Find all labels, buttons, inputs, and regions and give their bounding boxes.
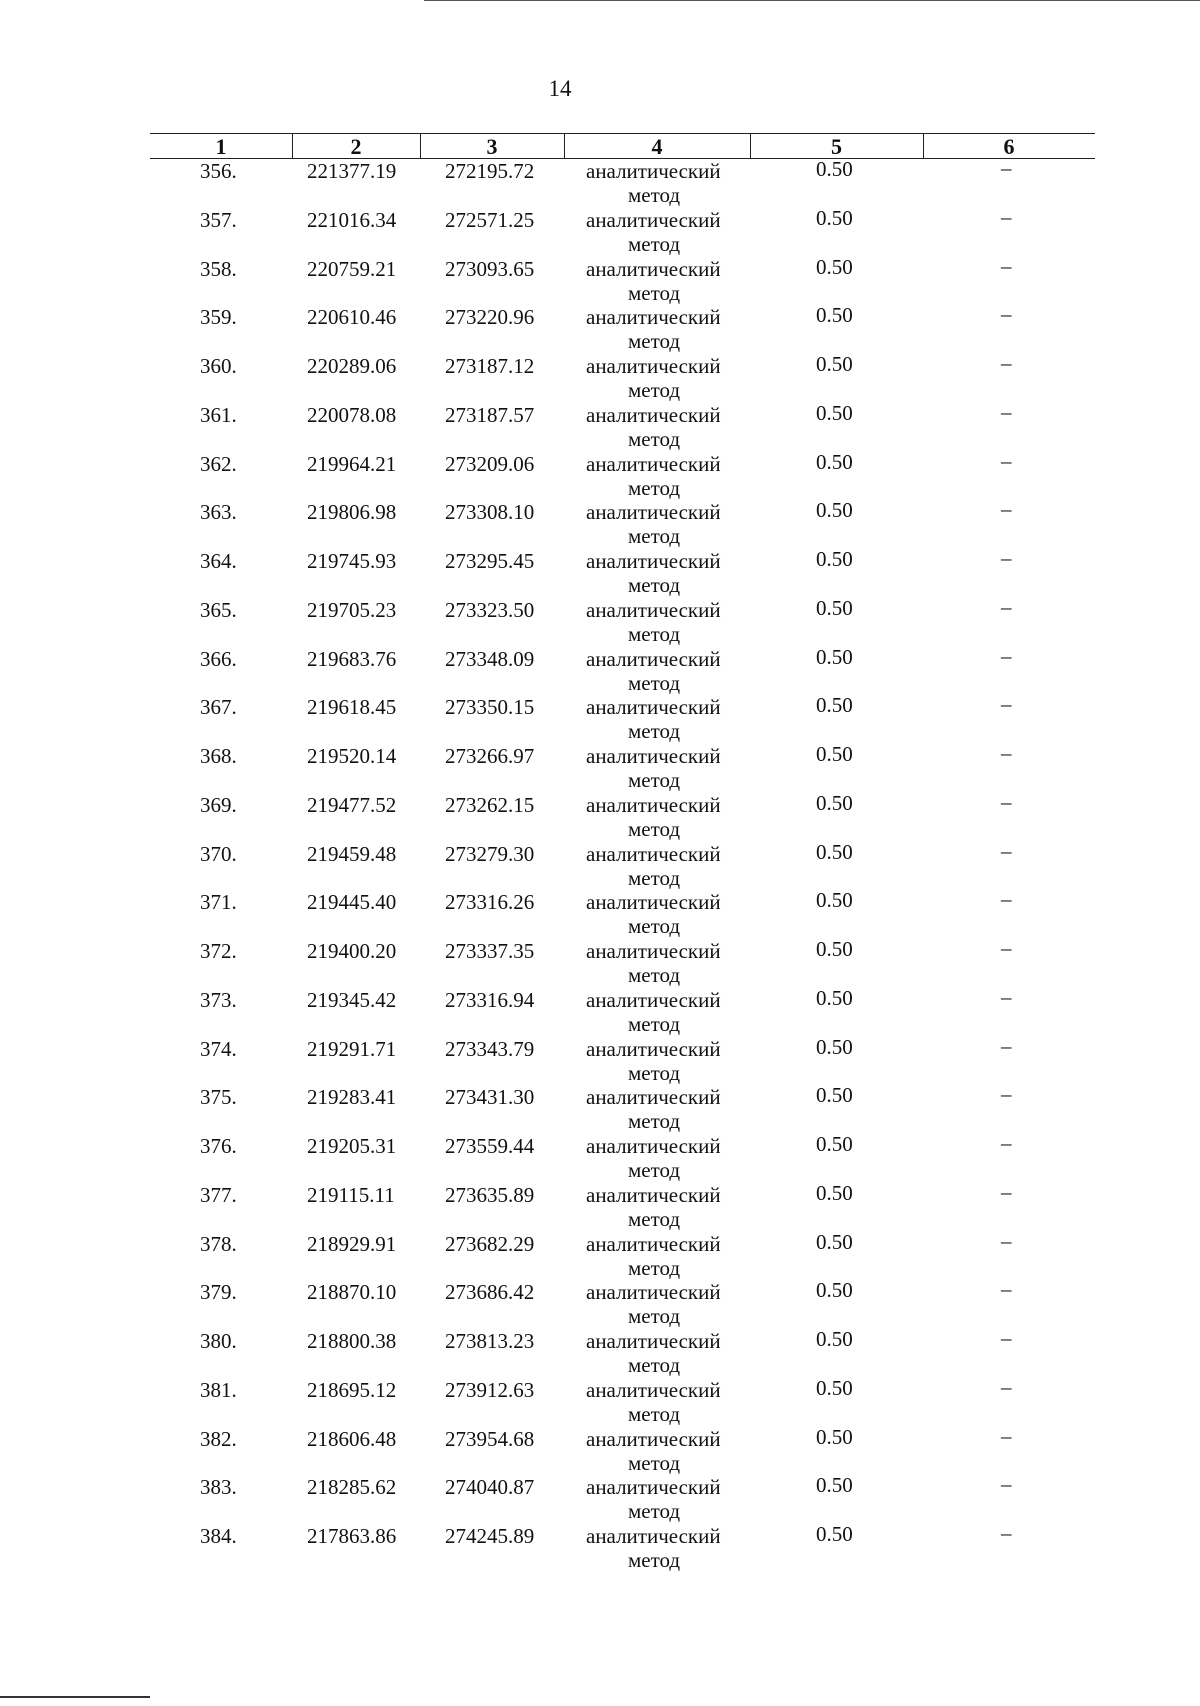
table-row xyxy=(0,302,1200,354)
header-col-3: 3 xyxy=(486,134,498,159)
coordinate-y: 273316.94 xyxy=(445,987,535,1012)
table-row xyxy=(0,497,1200,549)
method-line-1: аналитический xyxy=(586,1280,721,1305)
row-number: 362. xyxy=(200,451,237,476)
row-number: 378. xyxy=(200,1231,237,1256)
note-dash: – xyxy=(1001,1521,1012,1545)
method-line-2: метод xyxy=(628,1158,681,1182)
coordinate-y: 273093.65 xyxy=(445,256,535,281)
row-number: 359. xyxy=(200,305,237,330)
method-line-1: аналитический xyxy=(586,792,721,817)
row-number: 365. xyxy=(200,597,237,622)
method-line-2: метод xyxy=(628,1206,681,1231)
coordinate-y: 273348.09 xyxy=(445,646,535,671)
precision-value: 0.50 xyxy=(816,985,853,1010)
precision-value: 0.50 xyxy=(816,303,853,328)
note-dash: – xyxy=(1001,887,1012,912)
coordinate-y: 273262.15 xyxy=(445,792,535,817)
row-number: 356. xyxy=(200,159,237,183)
row-number: 366. xyxy=(200,646,237,671)
method-line-1: аналитический xyxy=(586,1426,721,1451)
row-number: 369. xyxy=(200,792,237,817)
coordinate-x: 219445.40 xyxy=(307,890,397,915)
precision-value: 0.50 xyxy=(816,790,853,815)
note-dash: – xyxy=(1001,546,1012,570)
coordinate-x: 218929.91 xyxy=(307,1231,397,1256)
method-line-1: аналитический xyxy=(586,597,721,622)
table-row xyxy=(0,399,1200,452)
method-line-2: метод xyxy=(628,1353,681,1377)
table-row xyxy=(0,1082,1200,1134)
method-line-1: аналитический xyxy=(586,987,721,1012)
method-line-1: аналитический xyxy=(586,939,721,963)
coordinate-y: 273266.97 xyxy=(445,744,535,768)
precision-value: 0.50 xyxy=(816,1473,853,1498)
coordinate-y: 273686.42 xyxy=(445,1280,535,1305)
coordinate-y: 273635.89 xyxy=(445,1182,535,1207)
precision-value: 0.50 xyxy=(816,1522,853,1546)
note-dash: – xyxy=(1001,302,1012,327)
method-line-2: метод xyxy=(628,378,681,402)
note-dash: – xyxy=(1001,351,1012,375)
note-dash: – xyxy=(1001,936,1012,960)
table-row xyxy=(0,1228,1200,1281)
precision-value: 0.50 xyxy=(816,1034,853,1059)
precision-value: 0.50 xyxy=(816,498,853,523)
note-dash: – xyxy=(1001,1374,1012,1399)
method-line-2: метод xyxy=(628,183,681,207)
note-dash: – xyxy=(1001,741,1012,765)
method-line-2: метод xyxy=(628,1450,681,1475)
note-dash: – xyxy=(1001,448,1012,473)
precision-value: 0.50 xyxy=(816,400,853,425)
precision-value: 0.50 xyxy=(816,352,853,376)
coordinate-x: 221377.19 xyxy=(307,159,397,183)
method-line-1: аналитический xyxy=(586,1524,721,1548)
table-row xyxy=(0,1374,1200,1427)
header-col-6: 6 xyxy=(1003,134,1015,159)
row-number: 381. xyxy=(200,1377,237,1402)
coordinate-x: 218870.10 xyxy=(307,1280,397,1305)
method-line-2: метод xyxy=(628,719,681,744)
table-row xyxy=(0,1326,1200,1378)
method-line-2: метод xyxy=(628,816,681,841)
table-row xyxy=(0,936,1200,988)
method-line-1: аналитический xyxy=(586,1182,721,1207)
method-line-2: метод xyxy=(628,621,681,646)
coordinate-x: 219618.45 xyxy=(307,695,397,720)
coordinate-x: 219477.52 xyxy=(307,792,397,817)
precision-value: 0.50 xyxy=(816,205,853,230)
precision-value: 0.50 xyxy=(816,1424,853,1449)
row-number: 380. xyxy=(200,1329,237,1353)
precision-value: 0.50 xyxy=(816,888,853,913)
coordinate-x: 218606.48 xyxy=(307,1426,397,1451)
coordinate-x: 219705.23 xyxy=(307,597,397,622)
coordinate-x: 221016.34 xyxy=(307,207,397,232)
table-row xyxy=(0,253,1200,306)
row-number: 382. xyxy=(200,1426,237,1451)
method-line-1: аналитический xyxy=(586,890,721,915)
note-dash: – xyxy=(1001,692,1012,717)
method-line-2: метод xyxy=(628,1011,681,1036)
coordinate-x: 218285.62 xyxy=(307,1475,397,1500)
row-number: 363. xyxy=(200,500,237,525)
table-row xyxy=(0,448,1200,501)
note-dash: – xyxy=(1001,1472,1012,1497)
table-row xyxy=(0,838,1200,891)
table-row xyxy=(0,546,1200,598)
note-dash: – xyxy=(1001,1131,1012,1155)
method-line-2: метод xyxy=(628,1401,681,1426)
row-number: 368. xyxy=(200,744,237,768)
row-number: 358. xyxy=(200,256,237,281)
row-number: 384. xyxy=(200,1524,237,1548)
table-row xyxy=(0,984,1200,1037)
note-dash: – xyxy=(1001,156,1012,180)
coordinate-x: 219683.76 xyxy=(307,646,397,671)
method-line-1: аналитический xyxy=(586,354,721,378)
coordinate-y: 273431.30 xyxy=(445,1085,535,1110)
coordinate-y: 273316.26 xyxy=(445,890,535,915)
method-line-2: метод xyxy=(628,329,681,354)
coordinate-y: 272195.72 xyxy=(445,159,535,183)
coordinate-y: 273912.63 xyxy=(445,1377,535,1402)
precision-value: 0.50 xyxy=(816,1083,853,1108)
row-number: 376. xyxy=(200,1134,237,1158)
table-row xyxy=(0,741,1200,793)
table-row xyxy=(0,594,1200,647)
coordinate-y: 273813.23 xyxy=(445,1329,535,1353)
row-number: 379. xyxy=(200,1280,237,1305)
coordinate-y: 274040.87 xyxy=(445,1475,535,1500)
coordinate-x: 219205.31 xyxy=(307,1134,397,1158)
table-row xyxy=(0,156,1200,208)
precision-value: 0.50 xyxy=(816,1327,853,1351)
method-line-1: аналитический xyxy=(586,1329,721,1353)
method-line-2: метод xyxy=(628,1499,681,1524)
header-col-1: 1 xyxy=(215,134,227,159)
note-dash: – xyxy=(1001,204,1012,229)
coordinate-x: 219291.71 xyxy=(307,1036,397,1061)
coordinate-x: 219459.48 xyxy=(307,841,397,866)
method-line-2: метод xyxy=(628,963,681,987)
note-dash: – xyxy=(1001,399,1012,424)
table-row xyxy=(0,1423,1200,1476)
method-line-1: аналитический xyxy=(586,695,721,720)
method-line-1: аналитический xyxy=(586,1134,721,1158)
coordinate-y: 273279.30 xyxy=(445,841,535,866)
coordinate-y: 272571.25 xyxy=(445,207,535,232)
row-number: 383. xyxy=(200,1475,237,1500)
method-line-1: аналитический xyxy=(586,207,721,232)
coordinate-y: 273323.50 xyxy=(445,597,535,622)
table-row xyxy=(0,1521,1200,1573)
coordinate-x: 218695.12 xyxy=(307,1377,397,1402)
precision-value: 0.50 xyxy=(816,1375,853,1400)
note-dash: – xyxy=(1001,1423,1012,1448)
method-line-2: метод xyxy=(628,768,681,792)
method-line-2: метод xyxy=(628,1548,681,1572)
row-number: 364. xyxy=(200,549,237,573)
coordinate-y: 273682.29 xyxy=(445,1231,535,1256)
precision-value: 0.50 xyxy=(816,1132,853,1156)
precision-value: 0.50 xyxy=(816,937,853,961)
coordinate-y: 273337.35 xyxy=(445,939,535,963)
row-number: 367. xyxy=(200,695,237,720)
row-number: 360. xyxy=(200,354,237,378)
row-number: 375. xyxy=(200,1085,237,1110)
coordinate-y: 273209.06 xyxy=(445,451,535,476)
method-line-1: аналитический xyxy=(586,1085,721,1110)
coordinate-x: 218800.38 xyxy=(307,1329,397,1353)
note-dash: – xyxy=(1001,1228,1012,1253)
method-line-2: метод xyxy=(628,670,681,695)
coordinate-x: 219964.21 xyxy=(307,451,397,476)
method-line-2: метод xyxy=(628,1109,681,1134)
precision-value: 0.50 xyxy=(816,742,853,766)
method-line-2: метод xyxy=(628,1304,681,1329)
header-col-4: 4 xyxy=(651,134,663,159)
row-number: 377. xyxy=(200,1182,237,1207)
coordinate-y: 273350.15 xyxy=(445,695,535,720)
coordinate-y: 273187.12 xyxy=(445,354,535,378)
coordinate-y: 273308.10 xyxy=(445,500,535,525)
header-col-5: 5 xyxy=(831,134,842,159)
method-line-2: метод xyxy=(628,914,681,939)
method-line-1: аналитический xyxy=(586,159,721,183)
table-row xyxy=(0,1179,1200,1232)
table-row xyxy=(0,643,1200,696)
precision-value: 0.50 xyxy=(816,595,853,620)
note-dash: – xyxy=(1001,1326,1012,1350)
method-line-1: аналитический xyxy=(586,256,721,281)
table-row xyxy=(0,692,1200,744)
method-line-2: метод xyxy=(628,1255,681,1280)
method-line-2: метод xyxy=(628,865,681,890)
method-line-1: аналитический xyxy=(586,500,721,525)
header-col-2: 2 xyxy=(350,134,362,159)
page-number: 14 xyxy=(548,76,572,101)
note-dash: – xyxy=(1001,253,1012,278)
note-dash: – xyxy=(1001,789,1012,814)
row-number: 361. xyxy=(200,402,237,427)
precision-value: 0.50 xyxy=(816,693,853,718)
table-row xyxy=(0,1033,1200,1086)
coordinate-x: 220759.21 xyxy=(307,256,397,281)
coordinate-x: 220289.06 xyxy=(307,354,397,378)
coordinate-x: 219745.93 xyxy=(307,549,397,573)
coordinate-y: 273559.44 xyxy=(445,1134,535,1158)
note-dash: – xyxy=(1001,1033,1012,1058)
table-row xyxy=(0,204,1200,257)
row-number: 373. xyxy=(200,987,237,1012)
row-number: 357. xyxy=(200,207,237,232)
method-line-1: аналитический xyxy=(586,1475,721,1500)
method-line-2: метод xyxy=(628,231,681,256)
note-dash: – xyxy=(1001,1082,1012,1107)
table-row xyxy=(0,789,1200,842)
note-dash: – xyxy=(1001,497,1012,522)
method-line-2: метод xyxy=(628,475,681,500)
precision-value: 0.50 xyxy=(816,449,853,474)
coordinate-x: 219283.41 xyxy=(307,1085,397,1110)
note-dash: – xyxy=(1001,643,1012,668)
note-dash: – xyxy=(1001,838,1012,863)
method-line-2: метод xyxy=(628,1060,681,1085)
coordinate-y: 273187.57 xyxy=(445,402,535,427)
table-row xyxy=(0,351,1200,403)
precision-value: 0.50 xyxy=(816,157,853,181)
method-line-1: аналитический xyxy=(586,451,721,476)
method-line-1: аналитический xyxy=(586,305,721,330)
top-edge-rule xyxy=(424,0,1200,1)
coordinate-y: 273954.68 xyxy=(445,1426,535,1451)
precision-value: 0.50 xyxy=(816,1229,853,1254)
precision-value: 0.50 xyxy=(816,1180,853,1205)
method-line-1: аналитический xyxy=(586,1377,721,1402)
method-line-2: метод xyxy=(628,573,681,597)
coordinate-y: 274245.89 xyxy=(445,1524,535,1548)
table-row xyxy=(0,1131,1200,1183)
coordinate-x: 219520.14 xyxy=(307,744,397,768)
table-row xyxy=(0,887,1200,939)
coordinate-x: 219400.20 xyxy=(307,939,397,963)
method-line-1: аналитический xyxy=(586,1231,721,1256)
precision-value: 0.50 xyxy=(816,254,853,279)
method-line-1: аналитический xyxy=(586,841,721,866)
coordinate-x: 220078.08 xyxy=(307,402,397,427)
row-number: 371. xyxy=(200,890,237,915)
note-dash: – xyxy=(1001,1179,1012,1204)
precision-value: 0.50 xyxy=(816,839,853,864)
note-dash: – xyxy=(1001,594,1012,619)
coordinate-x: 219115.11 xyxy=(307,1182,395,1207)
table-row xyxy=(0,1472,1200,1524)
coordinate-x: 220610.46 xyxy=(307,305,397,330)
method-line-1: аналитический xyxy=(586,744,721,768)
note-dash: – xyxy=(1001,1277,1012,1302)
row-number: 370. xyxy=(200,841,237,866)
coordinate-y: 273295.45 xyxy=(445,549,535,573)
method-line-2: метод xyxy=(628,426,681,451)
bottom-edge-rule xyxy=(0,1696,150,1698)
precision-value: 0.50 xyxy=(816,644,853,669)
row-number: 374. xyxy=(200,1036,237,1061)
table-header xyxy=(150,133,1095,159)
table-row xyxy=(0,1277,1200,1329)
method-line-1: аналитический xyxy=(586,646,721,671)
method-line-2: метод xyxy=(628,280,681,305)
method-line-1: аналитический xyxy=(586,1036,721,1061)
coordinate-x: 217863.86 xyxy=(307,1524,397,1548)
method-line-2: метод xyxy=(628,524,681,549)
method-line-1: аналитический xyxy=(586,402,721,427)
row-number: 372. xyxy=(200,939,237,963)
precision-value: 0.50 xyxy=(816,1278,853,1303)
coordinate-x: 219806.98 xyxy=(307,500,397,525)
method-line-1: аналитический xyxy=(586,549,721,573)
coordinate-x: 219345.42 xyxy=(307,987,397,1012)
precision-value: 0.50 xyxy=(816,547,853,571)
coordinate-y: 273220.96 xyxy=(445,305,535,330)
coordinate-y: 273343.79 xyxy=(445,1036,535,1061)
note-dash: – xyxy=(1001,984,1012,1009)
